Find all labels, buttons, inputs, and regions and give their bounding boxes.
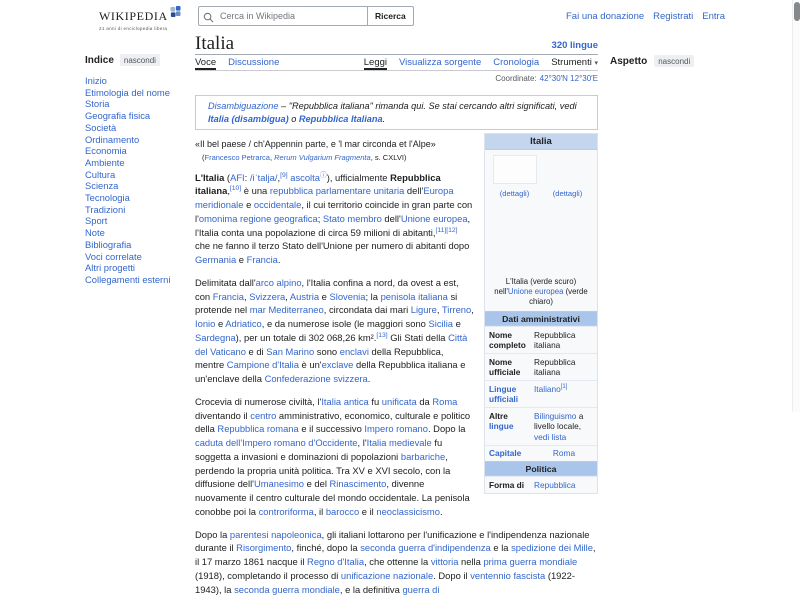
scrollbar-thumb[interactable] <box>794 2 800 21</box>
toc-item[interactable]: Voci correlate <box>85 251 191 263</box>
inline-link[interactable]: Svizzera <box>249 291 285 302</box>
text-segment: e di <box>246 346 266 357</box>
infobox-section-dati-amministrativi: Dati amministrativi <box>485 311 597 326</box>
text-segment: «Il bel paese / ch'Appennin parte, e 'l mar circonda et l'Alpe» <box>195 139 436 149</box>
text-segment: sono <box>314 346 340 357</box>
toc-item[interactable]: Tradizioni <box>85 204 191 216</box>
inline-link[interactable]: vedi lista <box>534 432 566 442</box>
flag-image-placeholder <box>493 155 537 184</box>
infobox-section-politica: Politica <box>485 461 597 476</box>
infobox-row-capitale <box>485 445 597 462</box>
inline-link[interactable]: Repubblica romana <box>217 423 298 434</box>
inline-link[interactable]: Roma <box>432 396 457 407</box>
search-input[interactable] <box>198 6 368 26</box>
toc-item[interactable]: Società <box>85 122 191 134</box>
appearance-hide-button[interactable]: nascondi <box>654 55 694 67</box>
text-segment: (1918), completando il processo di <box>195 570 341 581</box>
inline-link[interactable]: spedizione dei Mille <box>511 542 593 553</box>
inline-link[interactable]: [11][12] <box>435 226 457 233</box>
inline-link[interactable]: neoclassicismo <box>376 506 440 517</box>
inline-link[interactable]: [9] <box>280 171 288 178</box>
inline-link[interactable]: ascolta <box>290 172 320 183</box>
text-segment: della Repubblica italiana e un'enclave della <box>195 359 465 384</box>
infobox-row-forma-di-governo <box>485 476 597 493</box>
infobox-row-nome-completo <box>485 326 597 353</box>
text-segment: Nome ufficiale <box>489 357 520 378</box>
inline-link[interactable]: unificazione nazionale <box>341 570 433 581</box>
text-segment: e <box>453 318 461 329</box>
inline-link[interactable]: mar Mediterraneo <box>250 304 324 315</box>
text-segment: è un' <box>299 359 322 370</box>
inline-link[interactable]: exclave <box>322 359 354 370</box>
article-tabs <box>195 55 598 71</box>
inline-link[interactable]: centro <box>250 410 276 421</box>
text-segment: , perdendo la propria unità politica. Tra XV e XVI secolo, con la diffusione dell' <box>195 451 450 490</box>
toc-item[interactable]: Scienza <box>85 180 191 192</box>
table-of-contents <box>85 54 191 286</box>
inline-link[interactable]: Rerum Vulgarium Fragmenta <box>274 153 371 162</box>
coordinates-link[interactable]: 42°30′N 12°30′E <box>540 74 598 83</box>
text-segment: si protende nel <box>195 291 457 316</box>
text-segment: , divenne nuovamente il centro culturale del mondo occidentale. La penisola conobbe poi la <box>195 478 470 517</box>
inline-link[interactable]: Risorgimento <box>236 542 291 553</box>
text-segment: . <box>440 506 443 517</box>
text-segment: diventando il <box>195 410 250 421</box>
toc-item[interactable]: Etimologia del nome <box>85 87 191 99</box>
text-segment: , l' <box>358 437 367 448</box>
text-segment: fu soggetta a invasioni e dominazioni di popolazioni <box>195 437 442 462</box>
text-segment: . Dopo il <box>433 570 470 581</box>
tab-discussione[interactable]: Discussione <box>228 55 279 70</box>
inline-link[interactable]: prima guerra mondiale <box>483 556 577 567</box>
inline-link[interactable]: Roma <box>553 448 575 458</box>
text-segment: , gli italiani lottarono per l'unificazione e l'indipendenza nazionale durante il <box>195 529 590 554</box>
text-segment: (1922-1943), la <box>195 570 575 595</box>
text-segment: Repubblica italiana <box>534 357 576 378</box>
text-segment: e <box>215 318 225 329</box>
text-segment: L'Italia <box>195 172 224 183</box>
inline-link[interactable]: lingue <box>489 421 513 431</box>
inline-link[interactable]: Sardegna <box>195 332 236 343</box>
text-segment: . <box>278 254 281 265</box>
inline-link[interactable]: parentesi napoleonica <box>230 529 322 540</box>
inline-link[interactable]: [10] <box>230 185 241 192</box>
text-segment: della Repubblica, mentre <box>195 346 443 371</box>
toc-item[interactable]: Bibliografia <box>85 239 191 251</box>
text-segment: fu <box>369 396 382 407</box>
text-segment: ( <box>202 153 205 162</box>
inline-link[interactable]: barbariche <box>401 451 445 462</box>
text-segment: . <box>383 114 386 124</box>
inline-link[interactable]: Tirreno <box>442 304 471 315</box>
inline-link[interactable]: Italia (disambigua) <box>208 114 289 124</box>
text-segment: da <box>417 396 433 407</box>
toc-title: Indice <box>85 55 114 66</box>
text-segment: , <box>244 291 249 302</box>
inline-link[interactable]: guerra di <box>402 584 439 595</box>
inline-link[interactable]: /iˈtalja/ <box>250 172 278 183</box>
inline-link[interactable]: Regno d'Italia <box>307 556 364 567</box>
toc-item[interactable]: Cultura <box>85 169 191 181</box>
toc-item[interactable]: Ordinamento <box>85 134 191 146</box>
personal-tools <box>566 11 725 22</box>
toc-item[interactable]: Ambiente <box>85 157 191 169</box>
text-segment: Altre <box>489 411 508 421</box>
text-segment: . Dopo la <box>428 423 466 434</box>
inline-link[interactable]: [13] <box>376 332 387 339</box>
text-segment: , che ottenne la <box>364 556 431 567</box>
chevron-down-icon: ▾ <box>594 60 598 67</box>
text-segment: nella <box>458 556 483 567</box>
text-segment: Nome completo <box>489 330 526 351</box>
toc-item[interactable]: Inizio <box>85 75 191 87</box>
inline-link[interactable]: ⓘ <box>320 171 327 178</box>
text-segment: ), ufficialmente <box>327 172 390 183</box>
inline-link[interactable]: barocco <box>326 506 359 517</box>
tab-leggi[interactable]: Leggi <box>364 55 387 70</box>
text-segment: – "Repubblica italiana" rimanda qui. Se stai cercando altri significati, vedi <box>278 101 576 111</box>
text-segment: e <box>243 199 253 210</box>
inline-link[interactable]: Austria <box>290 291 319 302</box>
infobox-row-nome-ufficiale <box>485 353 597 380</box>
text-segment: e il successivo <box>299 423 365 434</box>
text-segment: , <box>227 185 230 196</box>
toc-item[interactable]: Collegamenti esterni <box>85 274 191 286</box>
text-segment: , il cui territorio coincide in gran parte con l' <box>195 199 472 224</box>
tab-voce[interactable]: Voce <box>195 55 216 70</box>
infobox-row-altre-lingue <box>485 407 597 445</box>
inline-link[interactable]: San Marino <box>266 346 314 357</box>
text-segment: o <box>289 114 299 124</box>
inline-link[interactable]: omonima regione geografica <box>199 213 318 224</box>
infobox-title: Italia <box>485 134 597 150</box>
inline-link[interactable]: Ionio <box>195 318 215 329</box>
toc-item[interactable]: Storia <box>85 98 191 110</box>
inline-link[interactable]: seconda guerra mondiale <box>234 584 340 595</box>
text-segment: ; la <box>365 291 380 302</box>
inline-link[interactable]: Disambiguazione <box>208 101 278 111</box>
wikipedia-wordmark: WIKIPEDIA <box>99 9 168 24</box>
inline-link[interactable]: penisola italiana <box>381 291 448 302</box>
page-title: Italia <box>195 36 598 52</box>
text-segment: amministrativo, economico, culturale e politico della <box>195 410 470 435</box>
text-segment: , e la definitiva <box>340 584 403 595</box>
inline-link[interactable]: Capitale <box>489 448 521 458</box>
toc-item[interactable]: Tecnologia <box>85 192 191 204</box>
inline-link[interactable]: Unione europea <box>401 213 468 224</box>
coordinates-label[interactable]: Coordinate: <box>495 74 536 83</box>
inline-link[interactable]: Francia <box>213 291 244 302</box>
text-segment: , il 17 marzo 1861 nacque il <box>195 542 596 567</box>
inline-link[interactable]: ventennio fascista <box>470 570 545 581</box>
text-segment: , e da numerose isole (le maggiori sono <box>262 318 429 329</box>
text-segment: . <box>368 373 371 384</box>
inline-link[interactable]: Sicilia <box>429 318 454 329</box>
inline-link[interactable]: Adriatico <box>225 318 261 329</box>
inline-link[interactable]: Lingue ufficiali <box>489 384 518 405</box>
text-segment: e il <box>359 506 376 517</box>
inline-link[interactable]: controriforma <box>259 506 314 517</box>
text-segment: Gli Stati della <box>388 332 448 343</box>
text-segment: Repubblica italiana <box>534 330 576 351</box>
inline-link[interactable]: Città del Vaticano <box>195 332 467 357</box>
infobox-flags-row <box>485 150 597 198</box>
text-segment: , finché, dopo la <box>291 542 360 553</box>
languages-button[interactable]: 320 lingue <box>552 40 598 51</box>
location-map-placeholder <box>485 198 597 277</box>
inline-link[interactable]: Impero romano <box>364 423 428 434</box>
register-link[interactable]: Registrati <box>653 11 693 22</box>
inline-link[interactable]: Rinascimento <box>330 478 387 489</box>
inline-link[interactable]: Slovenia <box>330 291 366 302</box>
toc-item[interactable]: Altri progetti <box>85 262 191 274</box>
inline-link[interactable]: Repubblica <box>534 480 576 490</box>
flag-details-link[interactable]: (dettagli) <box>500 189 530 198</box>
text-segment: a livello locale, <box>534 411 583 432</box>
inline-link[interactable]: Campione d'Italia <box>227 359 299 370</box>
text-segment: , l'Italia confina a nord, da ovest a est, con <box>195 277 459 302</box>
inline-link[interactable]: Unione europea <box>508 287 564 296</box>
toc-list <box>85 75 191 286</box>
text-segment: ; <box>318 213 323 224</box>
inline-link[interactable]: caduta dell'Impero romano d'Occidente <box>195 437 358 448</box>
inline-link[interactable]: Francesco Petrarca <box>205 153 270 162</box>
text-segment: : <box>245 172 250 183</box>
text-segment: , il <box>314 506 326 517</box>
inline-link[interactable]: Europa meridionale <box>195 185 454 210</box>
text-segment: e del <box>304 478 330 489</box>
text-segment: che ne fanno il terzo Stato dell'Unione per numero di abitanti dopo <box>195 240 469 251</box>
text-segment: Crocevia di numerose civiltà, l' <box>195 396 321 407</box>
appearance-label: Aspetto <box>610 56 647 67</box>
text-segment: Dopo la <box>195 529 230 540</box>
inline-link[interactable]: repubblica parlamentare unitaria <box>270 185 404 196</box>
title-bar <box>195 36 598 55</box>
inline-link[interactable]: Italia medievale <box>367 437 432 448</box>
search-bar <box>198 6 414 26</box>
inline-link[interactable]: Francia <box>247 254 278 265</box>
inline-link[interactable]: occidentale <box>254 199 301 210</box>
inline-link[interactable]: [1] <box>561 384 568 390</box>
inline-link[interactable]: unificata <box>382 396 417 407</box>
toc-item[interactable]: Sport <box>85 215 191 227</box>
scrollbar[interactable] <box>792 0 800 412</box>
wikipedia-logo[interactable] <box>99 5 181 31</box>
tab-strumenti[interactable]: Strumenti ▾ <box>551 55 598 70</box>
paragraph-history-modern <box>195 528 598 596</box>
infobox-row-lingue-ufficiali <box>485 380 597 407</box>
text-segment: e <box>319 291 329 302</box>
text-segment: Forma di <box>489 480 524 490</box>
text-segment: ( <box>224 172 230 183</box>
text-segment: e <box>236 254 246 265</box>
coat-of-arms-placeholder <box>555 155 581 184</box>
inline-link[interactable]: Confederazione svizzera <box>265 373 368 384</box>
tab-visualizza-sorgente[interactable]: Visualizza sorgente <box>399 55 481 70</box>
coordinates-bar <box>195 74 598 84</box>
text-segment: (verde chiaro) <box>529 287 588 306</box>
infobox-italia <box>484 133 598 494</box>
donate-link[interactable]: Fai una donazione <box>566 11 644 22</box>
inline-link[interactable]: arco alpino <box>256 277 302 288</box>
toc-item[interactable]: Economia <box>85 145 191 157</box>
text-segment: dell' <box>404 185 423 196</box>
inline-link[interactable]: AFI <box>230 172 245 183</box>
text-segment: , <box>285 291 290 302</box>
disambiguation-note <box>195 95 598 130</box>
text-segment: Repubblica italiana <box>195 172 441 197</box>
search-button[interactable]: Ricerca <box>367 6 414 26</box>
text-segment: , <box>278 172 281 183</box>
inline-link[interactable]: Germania <box>195 254 236 265</box>
toc-hide-button[interactable]: nascondi <box>120 54 160 66</box>
inline-link[interactable]: Ligure <box>411 304 437 315</box>
puzzle-globe-icon <box>170 5 181 23</box>
text-segment: , <box>270 153 274 162</box>
inline-link[interactable]: Umanesimo <box>254 478 304 489</box>
site-header <box>0 0 800 33</box>
map-caption <box>485 277 597 311</box>
text-segment: , s. CXLVI) <box>371 153 407 162</box>
text-segment: , <box>437 304 442 315</box>
login-link[interactable]: Entra <box>702 11 725 22</box>
text-segment: , <box>471 304 474 315</box>
text-segment: ), per un totale di 302 068,26 km². <box>236 332 377 343</box>
inline-link[interactable]: Repubblica Italiana <box>299 114 383 124</box>
arms-details-link[interactable]: (dettagli) <box>553 189 583 198</box>
text-segment: , circondata dai mari <box>324 304 411 315</box>
inline-link[interactable]: Bilinguismo <box>534 411 576 421</box>
text-segment: L'Italia (verde scuro) nell' <box>494 277 576 296</box>
inline-link[interactable]: Italiano <box>534 384 561 394</box>
text-segment: è una <box>241 185 270 196</box>
text-segment: e la <box>491 542 511 553</box>
text-segment: Delimitata dall' <box>195 277 256 288</box>
text-segment: dell' <box>382 213 401 224</box>
inline-link[interactable]: enclavi <box>340 346 369 357</box>
text-segment: , l'Italia conta una popolazione di circa 59 milioni di abitanti, <box>195 213 470 238</box>
appearance-panel <box>610 55 694 67</box>
toc-item[interactable]: Geografia fisica <box>85 110 191 122</box>
wikipedia-tagline: 21 anni di enciclopedia libera <box>99 26 181 31</box>
tab-cronologia[interactable]: Cronologia <box>493 55 539 70</box>
inline-link[interactable]: Italia antica <box>321 396 368 407</box>
inline-link[interactable]: Stato membro <box>323 213 382 224</box>
article-content <box>195 36 598 596</box>
inline-link[interactable]: vittoria <box>431 556 459 567</box>
inline-link[interactable]: seconda guerra d'indipendenza <box>360 542 491 553</box>
toc-item[interactable]: Note <box>85 227 191 239</box>
